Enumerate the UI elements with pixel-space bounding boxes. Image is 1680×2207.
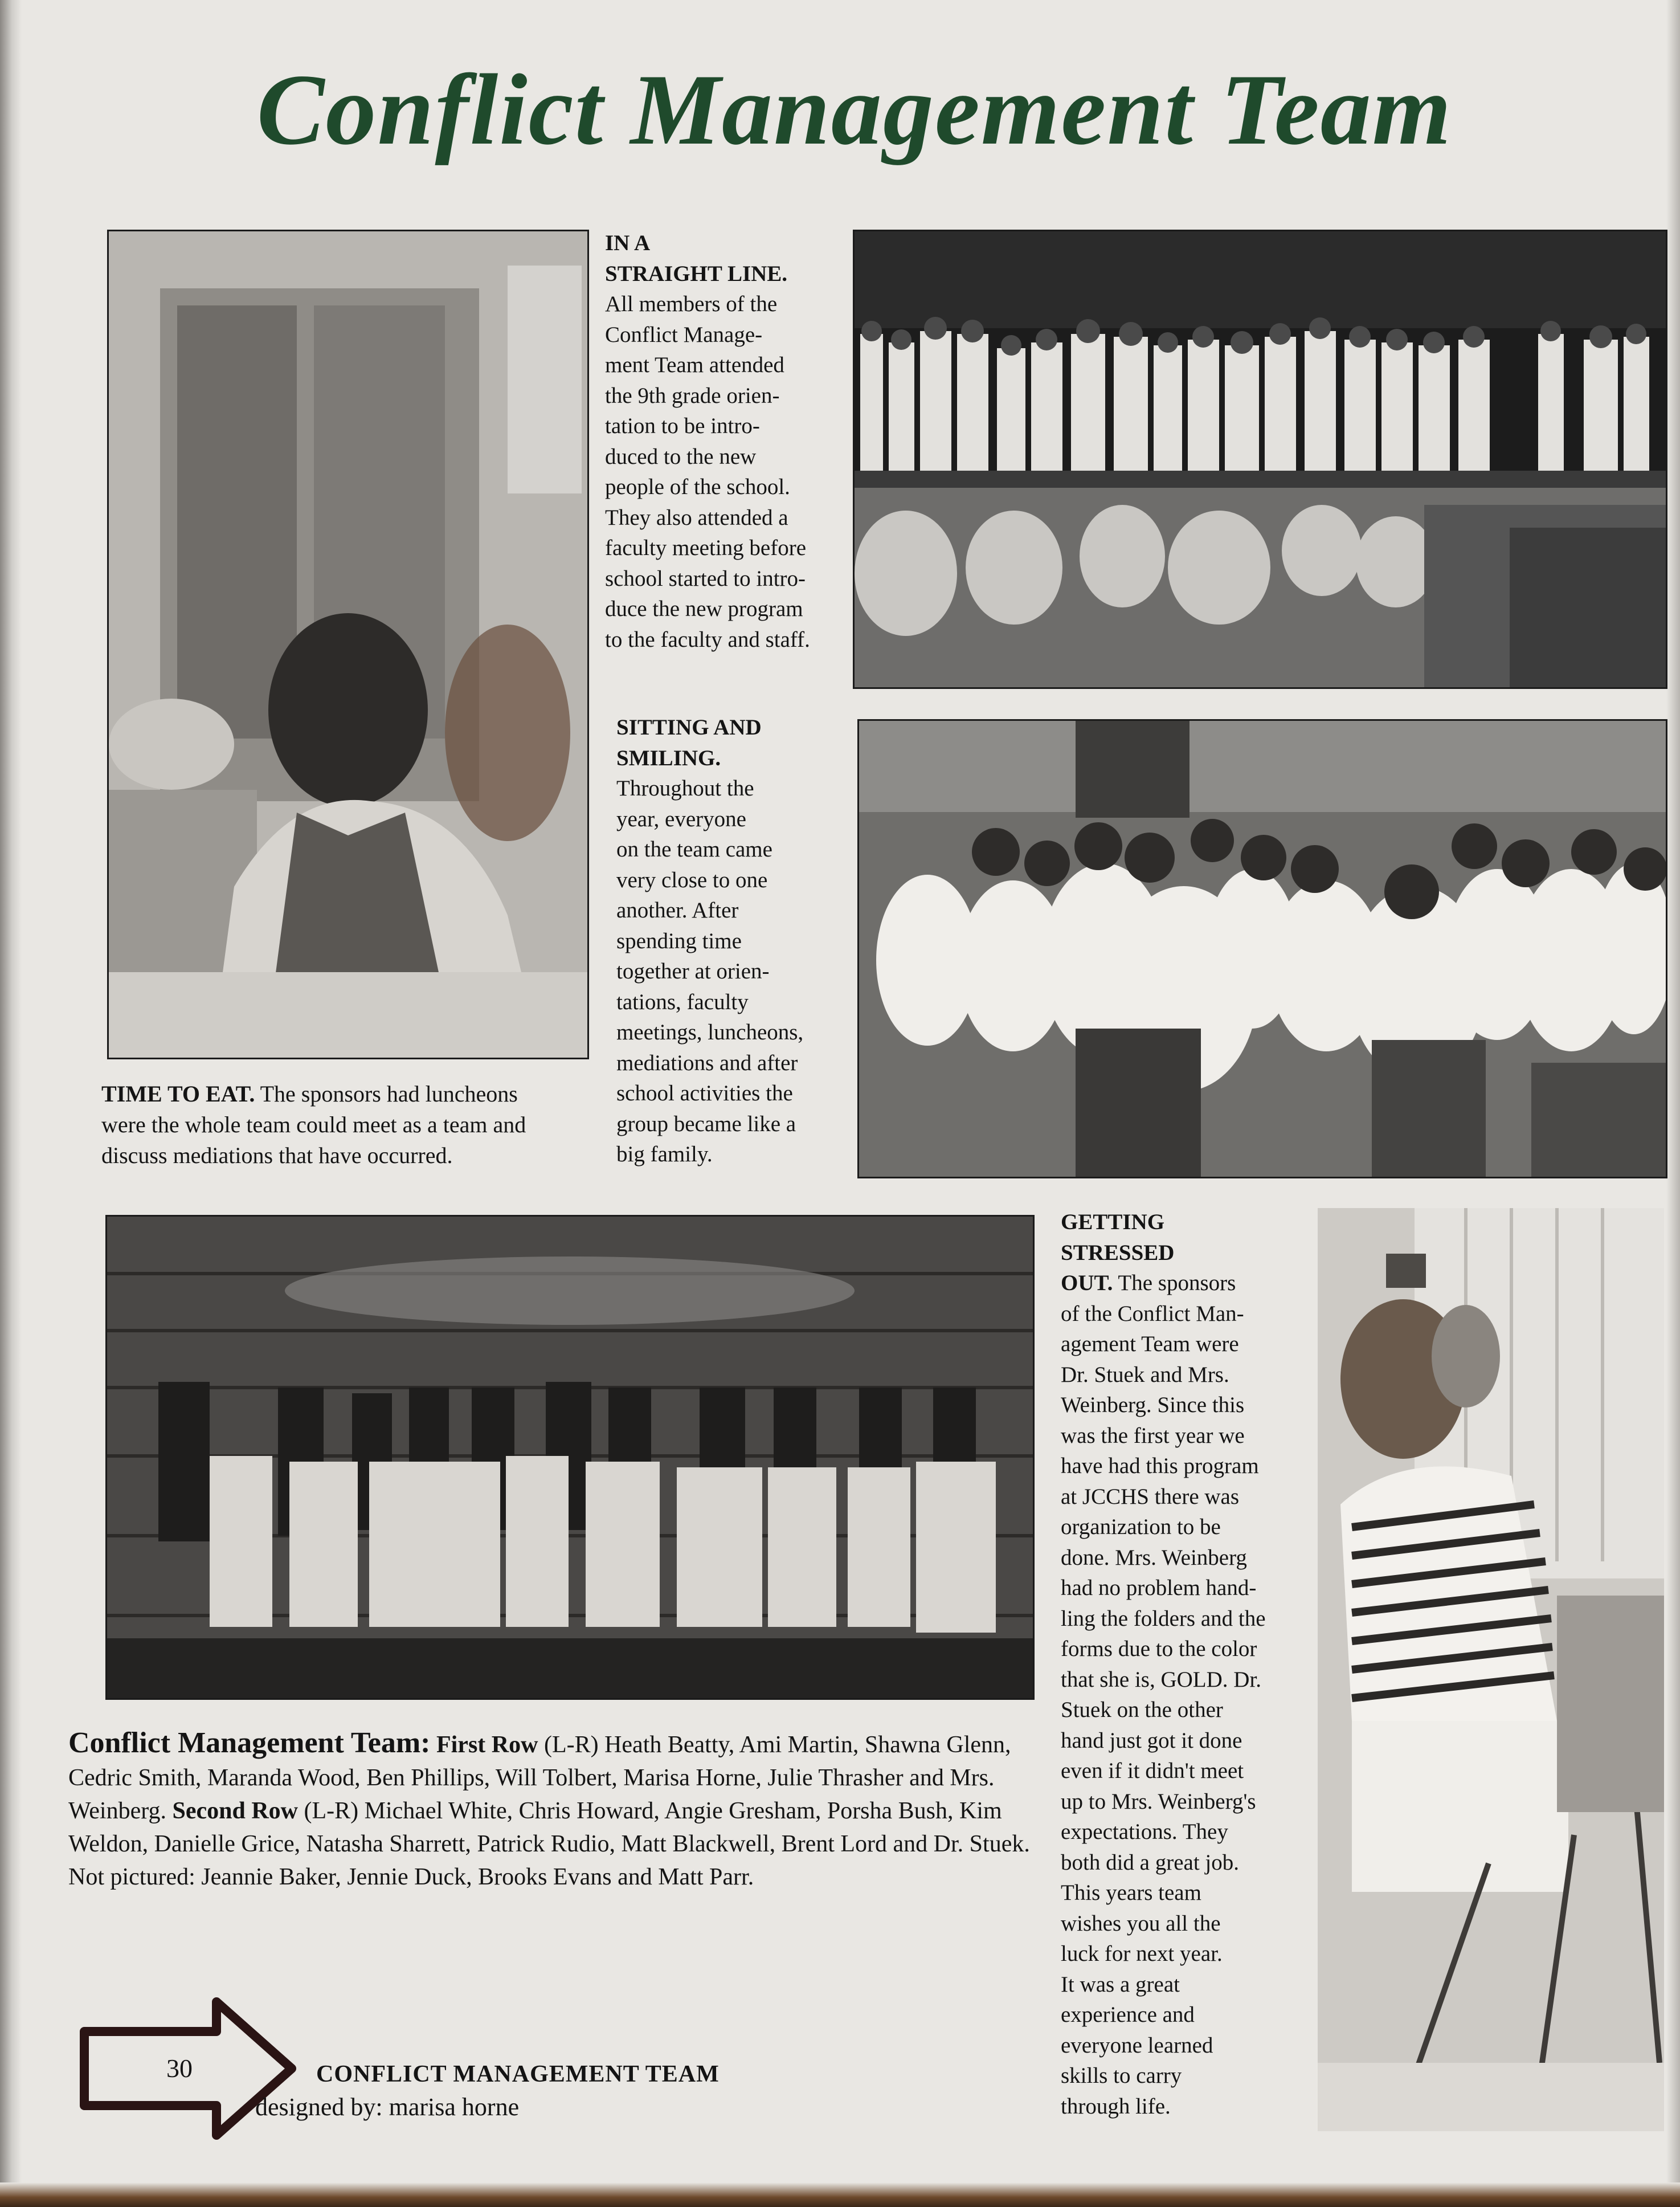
caption-line: wishes you all the bbox=[1061, 1911, 1221, 1936]
caption-line: faculty meeting before bbox=[605, 536, 806, 560]
caption-line: big family. bbox=[616, 1142, 713, 1166]
caption-line: duced to the new bbox=[605, 444, 757, 469]
caption-line: tations, faculty bbox=[616, 989, 749, 1014]
caption-line: had no problem hand- bbox=[1061, 1576, 1257, 1600]
page-bottom-edge bbox=[0, 2182, 1680, 2207]
caption-heading: SMILING. bbox=[616, 745, 721, 770]
stage-lineup-photo bbox=[853, 230, 1667, 689]
caption-line: expectations. They bbox=[1061, 1820, 1228, 1844]
caption-line: duce the new program bbox=[605, 597, 803, 621]
roster-second-row-label: Second Row bbox=[172, 1798, 298, 1824]
caption-line: Conflict Manage- bbox=[605, 322, 763, 347]
caption-line: meetings, luncheons, bbox=[616, 1020, 804, 1045]
caption-line: was the first year we bbox=[1061, 1423, 1245, 1448]
caption-stressed-out bbox=[1061, 1207, 1323, 2122]
caption-line: done. Mrs. Weinberg bbox=[1061, 1545, 1247, 1570]
roster-first-row-names: (L-R) Heath Beatty, Ami Martin, Shawna Glenn, Cedric Smith, Maranda Wood, Ben Phillips, Will Tolbert, Marisa Horne, Julie Thrasher and Mrs. Weinberg. bbox=[68, 1732, 1011, 1824]
caption-line: discuss mediations that have occurred. bbox=[101, 1143, 453, 1168]
caption-sitting-smiling bbox=[616, 712, 856, 1170]
page-binding-edge bbox=[0, 0, 22, 2207]
caption-line: group became like a bbox=[616, 1111, 796, 1136]
caption-line: even if it didn't meet bbox=[1061, 1759, 1244, 1783]
caption-line: The sponsors bbox=[1113, 1271, 1236, 1295]
seated-team-photo bbox=[857, 719, 1667, 1178]
caption-line: to the faculty and staff. bbox=[605, 627, 810, 652]
caption-heading: TIME TO EAT. bbox=[101, 1081, 255, 1107]
caption-line: It was a great bbox=[1061, 1972, 1180, 1997]
caption-heading: IN A bbox=[605, 231, 651, 255]
caption-heading: STRAIGHT LINE. bbox=[605, 261, 788, 286]
caption-line: All members of the bbox=[605, 292, 778, 316]
page-title: Conflict Management Team bbox=[256, 53, 1453, 166]
caption-line: spending time bbox=[616, 928, 742, 953]
caption-line: everyone learned bbox=[1061, 2033, 1213, 2058]
caption-line: both did a great job. bbox=[1061, 1850, 1240, 1875]
caption-line: This years team bbox=[1061, 1880, 1201, 1905]
caption-line: the 9th grade orien- bbox=[605, 383, 780, 408]
footer-section-title: CONFLICT MANAGEMENT TEAM bbox=[316, 2061, 720, 2087]
caption-line: school started to intro- bbox=[605, 566, 806, 591]
caption-line: ment Team attended bbox=[605, 353, 784, 377]
caption-line: hand just got it done bbox=[1061, 1728, 1242, 1753]
luncheon-photo bbox=[107, 230, 589, 1059]
caption-line: year, everyone bbox=[616, 806, 746, 831]
caption-heading: STRESSED bbox=[1061, 1240, 1175, 1265]
caption-line: tation to be intro- bbox=[605, 414, 760, 438]
caption-line: Throughout the bbox=[616, 776, 754, 801]
caption-line: Weinberg. Since this bbox=[1061, 1393, 1245, 1417]
caption-line: organization to be bbox=[1061, 1515, 1221, 1539]
caption-line: have had this program bbox=[1061, 1454, 1259, 1478]
caption-line: people of the school. bbox=[605, 475, 790, 499]
caption-line: school activities the bbox=[616, 1081, 793, 1105]
caption-line: very close to one bbox=[616, 867, 768, 892]
team-roster-caption bbox=[68, 1727, 1065, 1894]
caption-line: together at orien- bbox=[616, 959, 770, 984]
caption-line: Stuek on the other bbox=[1061, 1698, 1223, 1722]
caption-line: They also attended a bbox=[605, 505, 788, 530]
caption-line: on the team came bbox=[616, 837, 772, 862]
caption-heading: GETTING bbox=[1061, 1210, 1165, 1234]
roster-first-row-label: First Row bbox=[436, 1732, 538, 1758]
caption-line: ling the folders and the bbox=[1061, 1606, 1266, 1631]
caption-time-to-eat bbox=[101, 1079, 620, 1171]
caption-heading: OUT. bbox=[1061, 1271, 1113, 1295]
caption-straight-line bbox=[605, 228, 844, 655]
page-right-edge bbox=[1666, 0, 1680, 2207]
caption-line: of the Conflict Man- bbox=[1061, 1301, 1244, 1326]
caption-line: that she is, GOLD. Dr. bbox=[1061, 1667, 1262, 1692]
roster-lead: Conflict Management Team: bbox=[68, 1727, 431, 1759]
caption-line: mediations and after bbox=[616, 1050, 798, 1075]
caption-line: The sponsors had luncheons bbox=[255, 1081, 518, 1107]
caption-line: skills to carry bbox=[1061, 2063, 1182, 2088]
page-number: 30 bbox=[166, 2054, 193, 2083]
caption-line: were the whole team could meet as a team and bbox=[101, 1112, 526, 1137]
caption-line: up to Mrs. Weinberg's bbox=[1061, 1789, 1256, 1814]
caption-line: through life. bbox=[1061, 2094, 1171, 2119]
caption-line: luck for next year. bbox=[1061, 1941, 1223, 1966]
caption-line: Dr. Stuek and Mrs. bbox=[1061, 1362, 1229, 1387]
team-group-photo bbox=[105, 1215, 1035, 1700]
caption-line: forms due to the color bbox=[1061, 1637, 1257, 1661]
roster-second-row-names: (L-R) Michael White, Chris Howard, Angie Gresham, Porsha Bush, Kim Weldon, Danielle Grice, Natasha Sharrett, Patrick Rudio, Matt Blackwell, Brent Lord and Dr. Stuek. Not pictured: Jeannie Baker, Jennie Duck, Brooks Evans and Matt Parr. bbox=[68, 1798, 1030, 1890]
caption-line: experience and bbox=[1061, 2002, 1195, 2027]
sponsor-photo bbox=[1318, 1208, 1664, 2131]
caption-line: at JCCHS there was bbox=[1061, 1484, 1240, 1509]
footer-designer-credit: designed by: marisa horne bbox=[255, 2093, 520, 2121]
caption-line: another. After bbox=[616, 898, 739, 923]
caption-heading: SITTING AND bbox=[616, 715, 762, 740]
caption-line: agement Team were bbox=[1061, 1332, 1239, 1356]
